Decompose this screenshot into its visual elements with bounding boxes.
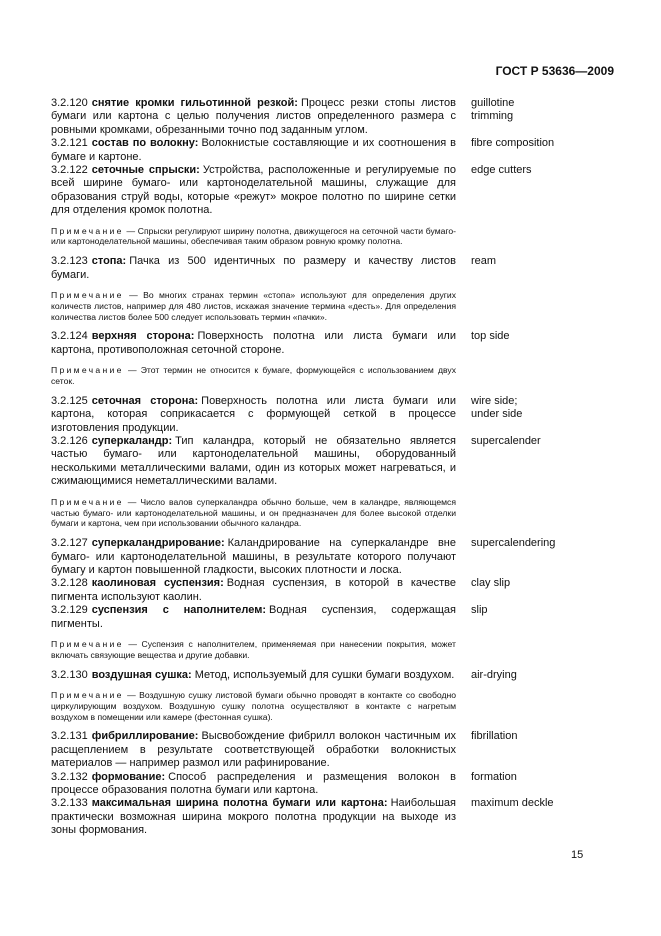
english-term [471, 255, 621, 268]
english-term [471, 537, 621, 550]
term-number: 3.2.125 [51, 394, 88, 407]
english-term [471, 137, 621, 150]
english-term-line: fibrillation [471, 730, 518, 743]
note-3-2-126 [51, 497, 456, 529]
term-entry-3-2-125 [51, 395, 615, 435]
english-term-line: guillotine [471, 97, 515, 109]
term-entry-3-2-131 [51, 730, 615, 770]
term-name: каолиновая суспензия: [91, 577, 224, 590]
term-definition [51, 730, 456, 770]
standard-number: ГОСТ Р 53636—2009 [495, 64, 614, 78]
note-text: — Спрыски регулируют ширину полотна, движущегося на сеточной части бумаго- или картоноделательной машины, обеспечивая таким образом ровную кромку полотна. [51, 225, 457, 247]
english-term [471, 97, 621, 124]
term-name: состав по волокну: [91, 137, 199, 150]
term-number: 3.2.131 [51, 730, 88, 743]
term-number: 3.2.128 [51, 577, 88, 590]
term-definition [51, 137, 456, 164]
term-entry-3-2-133 [51, 797, 615, 837]
note-text: — Этот термин не относится к бумаге, формующейся с использованием двух сеток. [51, 365, 456, 387]
english-term-line: air-drying [471, 668, 517, 681]
english-term [471, 330, 621, 343]
english-term [471, 771, 621, 784]
english-term-line: fibre composition [471, 137, 555, 150]
term-entry-3-2-121 [51, 137, 615, 164]
page-number: 15 [571, 849, 584, 861]
note-text: — Число валов суперкаландра обычно больше, чем в каландре, являющемся частью бумаго- или картоноделательной машины, и он предназначен для более высокой отделки бумаги и картона, чем при использовании обычного каландра. [51, 496, 456, 529]
note-label: Примечание [51, 365, 124, 376]
definition-text: Способ распределения и размещения волокон в процессе образования полотна бумаги или картона. [51, 770, 456, 796]
english-term-line: under side [471, 408, 523, 421]
english-term-line: ream [471, 255, 497, 268]
term-entry-3-2-127 [51, 537, 615, 577]
note-label: Примечание [51, 496, 124, 507]
note-3-2-124 [51, 365, 456, 387]
term-name: воздушная сушка: [91, 668, 192, 681]
definition-text: Тип каландра, который не обязательно является частью бумаго- или картоноделательной машины, оборудованный несколькими металлическими валами, один из которых может нагреваться, и сжимающимися неметаллическими валами. [51, 435, 456, 488]
english-term [471, 797, 621, 810]
note-text: — Во многих странах термин «стопа» используют для определения других количеств листов, например для 480 листов, искажая значение термина «десть». Для определения количества листов более 500 следует использовать термин «пачки». [51, 290, 456, 322]
term-number: 3.2.129 [51, 604, 88, 617]
english-term-line: formation [471, 770, 517, 783]
term-entry-3-2-120 [51, 97, 615, 137]
english-term-line: slip [471, 604, 488, 617]
term-definition [51, 164, 456, 218]
term-number: 3.2.121 [51, 137, 88, 150]
term-definition [51, 797, 456, 837]
definition-text: Наибольшая практически возможная ширина мокрого полотна продукции на выходе из зоны формования. [51, 797, 456, 837]
term-name: максимальная ширина полотна бумаги или картона: [91, 797, 388, 810]
term-entry-3-2-126 [51, 435, 615, 489]
term-entry-3-2-132 [51, 771, 615, 798]
term-name: сеточная сторона: [91, 394, 199, 407]
english-term [471, 604, 621, 617]
english-term-line: clay slip [471, 577, 511, 590]
english-term-line: edge cutters [471, 164, 532, 177]
english-term [471, 164, 621, 177]
term-definition [51, 435, 456, 489]
note-text: — Воздушную сушку листовой бумаги обычно проводят в контакте со свободно циркулирующим воздухом. Воздушную сушку полотна осуществляют в контакте с нагретым воздухом в помещении или камере (фестонная сушка). [51, 689, 457, 722]
english-term [471, 730, 621, 743]
note-label: Примечание [51, 689, 124, 700]
term-name: суспензия с наполнителем: [91, 604, 267, 617]
term-definition [51, 537, 456, 577]
definition-text: Процесс резки стопы листов бумаги или картона с целью получения листов определенного размера с ровными кромками, обрезанными точно под заданным углом. [51, 97, 457, 136]
term-definition [51, 395, 456, 435]
note-text: — Суспензия с наполнителем, применяемая при нанесении покрытия, может включать связующие вещества и другие добавки. [51, 638, 456, 660]
term-number: 3.2.130 [51, 668, 88, 681]
definition-text: Водная суспензия, содержащая пигменты. [51, 604, 456, 630]
english-term-line: wire side; [471, 394, 518, 407]
term-entry-3-2-128 [51, 577, 615, 604]
term-definition [51, 330, 456, 357]
term-name: фибриллирование: [91, 730, 199, 743]
note-3-2-130 [51, 690, 456, 722]
term-name: верхняя сторона: [91, 330, 195, 343]
definition-text: Поверхность полотна или листа бумаги или картона, которая соприкасается с формующей сеткой в процессе изготовления продукции. [51, 394, 456, 434]
term-definition [51, 97, 456, 137]
english-term-line: supercalender [471, 435, 541, 448]
term-number: 3.2.126 [51, 435, 88, 448]
term-definition [51, 771, 456, 798]
term-definition [51, 604, 456, 631]
definition-text: Высвобождение фибрилл волокон частичным их расщеплением в результате соответствующей обработки волокнистых материалов — например размол или рафинирование. [51, 730, 456, 770]
note-3-2-129 [51, 639, 456, 661]
english-term-line: maximum deckle [471, 797, 554, 810]
english-term [471, 577, 621, 590]
term-definition [51, 577, 456, 604]
definition-text: Поверхность полотна или листа бумаги или картона, противоположная сеточной стороне. [51, 330, 456, 356]
english-term [471, 395, 621, 422]
note-3-2-123 [51, 290, 456, 322]
note-label: Примечание [51, 290, 124, 301]
term-number: 3.2.127 [51, 537, 88, 550]
term-entry-3-2-124 [51, 330, 615, 357]
term-entry-3-2-130 [51, 669, 615, 682]
term-name: стопа: [91, 255, 127, 268]
definition-text: Волокнистые составляющие и их соотношения в бумаге и картоне. [51, 137, 456, 163]
term-name: формование: [91, 770, 166, 783]
term-definition [51, 255, 456, 282]
term-name: суперкаландрирование: [91, 537, 225, 550]
english-term [471, 669, 621, 682]
term-name: сеточные спрыски: [91, 164, 200, 177]
english-term-line: supercalendering [471, 537, 556, 550]
english-term [471, 435, 621, 448]
definition-text: Пачка из 500 идентичных по размеру и качеству листов бумаги. [51, 255, 456, 281]
definition-text: Каландрирование на суперкаландре вне бумаго- или картоноделательной машины, в результате которого получают бумагу и картон повышенной гладкости, высоких плотности и лоска. [51, 537, 456, 576]
term-number: 3.2.132 [51, 770, 88, 783]
terms-list [51, 97, 615, 838]
note-3-2-122 [51, 226, 456, 248]
definition-text: Метод, используемый для сушки бумаги воздухом. [194, 668, 455, 681]
note-label: Примечание [51, 225, 124, 236]
term-number: 3.2.123 [51, 255, 88, 268]
term-number: 3.2.120 [51, 97, 88, 109]
term-definition [51, 669, 456, 682]
term-number: 3.2.133 [51, 797, 88, 810]
term-name: снятие кромки гильотинной резкой: [91, 97, 298, 109]
term-number: 3.2.124 [51, 330, 88, 343]
term-number: 3.2.122 [51, 164, 88, 177]
term-entry-3-2-123 [51, 255, 615, 282]
term-entry-3-2-122 [51, 164, 615, 218]
english-term-line: top side [471, 330, 510, 343]
term-entry-3-2-129 [51, 604, 615, 631]
term-name: суперкаландр: [91, 435, 173, 448]
definition-text: Водная суспензия, в которой в качестве пигмента используют каолин. [51, 577, 456, 603]
english-term-line: trimming [471, 110, 514, 123]
note-label: Примечание [51, 638, 124, 649]
definition-text: Устройства, расположенные и регулируемые по всей ширине бумаго- или картоноделательной машины, служащие для образования струй воды, которые «режут» мокрое полотно по ширине сетки для отделения кромок полотна. [51, 164, 456, 217]
